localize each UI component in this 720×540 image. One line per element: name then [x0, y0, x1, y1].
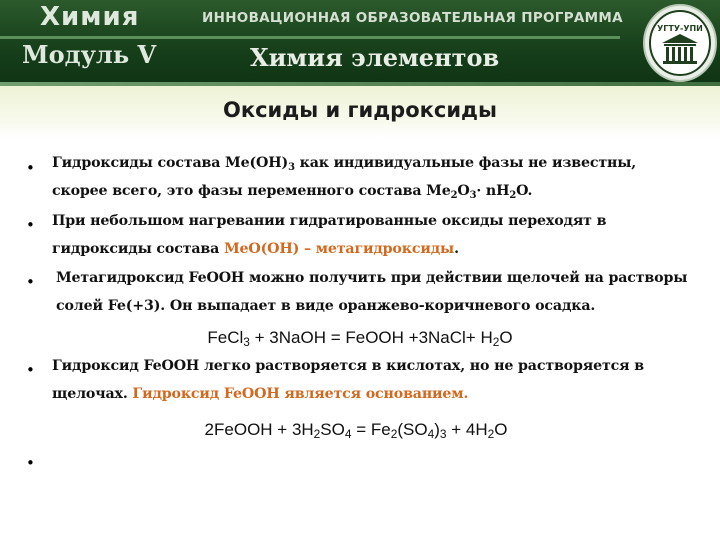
paragraph-2: При небольшом нагревании гидратированные оксиды переходят в гидроксиды состава MeO(OH) – метагидроксиды. [52, 213, 607, 257]
metahydroxide-highlight: MeO(OH) – метагидроксиды [223, 241, 455, 257]
slide-content [0, 86, 720, 540]
emblem-text: УГТУ-УПИ [657, 24, 703, 33]
equation-2: 2FeOOH + $3H_2SO_4 = Fe_2(SO_4)_3 + 4H_2O$ [204, 420, 508, 441]
banner-divider [0, 36, 620, 39]
base-highlight: Гидроксид FeOOH является основанием. [132, 386, 469, 402]
bullet-marker: • [26, 454, 35, 472]
paragraph-1: Гидроксиды состава $Me(OH)_3$ как индивидуальные фазы не известны, скорее всего, это фазы переменного состава $Me_2O_3\cdot nH_2O$. [52, 155, 637, 201]
paragraph-3: Метагидроксид FeOOH можно получить при действии щелочей на растворы солей Fe(+3). Он выпадает в виде оранжево-коричневого осадка. [56, 270, 688, 314]
bullet-marker: • [26, 273, 35, 291]
bullet-marker: • [26, 361, 35, 379]
module-label: Модуль V [22, 40, 157, 69]
header-banner [0, 0, 720, 86]
course-title: Химия элементов [250, 43, 500, 72]
university-emblem-icon [642, 3, 718, 83]
subject-title: Химия [40, 2, 140, 32]
bullet-marker: • [26, 159, 35, 177]
slide-title: Оксиды и гидроксиды [222, 98, 498, 122]
bullet-marker: • [26, 216, 35, 234]
equation-1: FeCl$_3$ + 3NaOH = FeOOH +3NaCl+ $H_2O$ [207, 328, 513, 349]
paragraph-4: Гидроксид FeOOH легко растворяется в кислотах, но не растворяется в щелочах. Гидроксид FeOOH является основанием. [52, 358, 644, 402]
program-label: ИННОВАЦИОННАЯ ОБРАЗОВАТЕЛЬНАЯ ПРОГРАММА [202, 10, 623, 26]
